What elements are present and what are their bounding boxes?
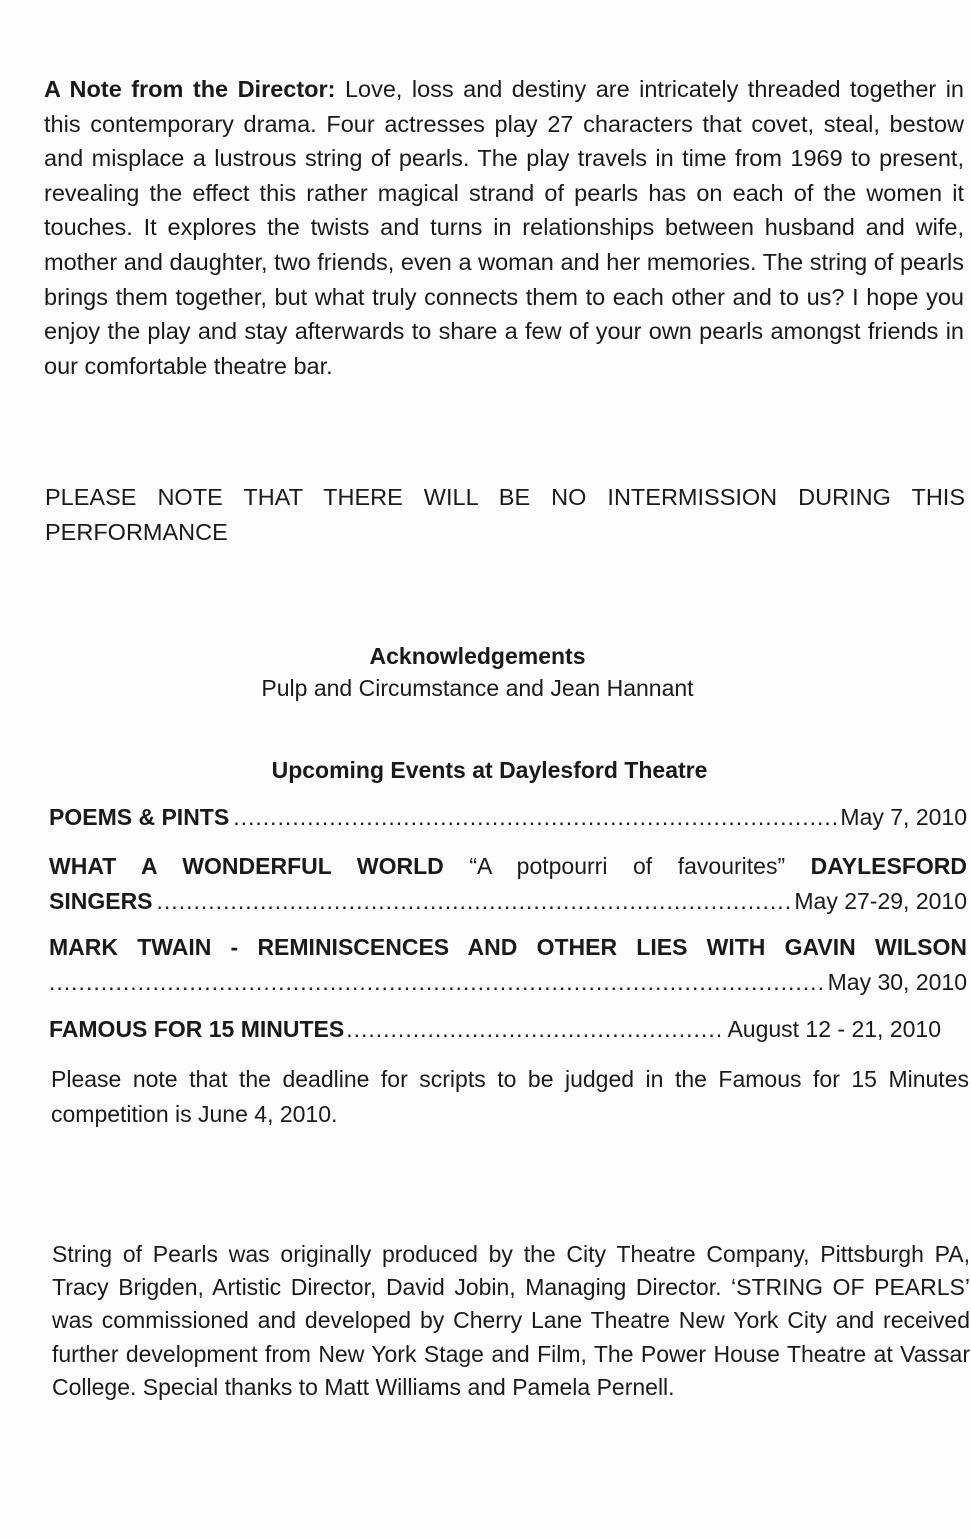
event-subtitle: “A potpourri of favourites” xyxy=(469,853,786,879)
event-date: May 7, 2010 xyxy=(840,804,967,830)
production-credits: String of Pearls was originally produced by the City Theatre Company, Pittsburgh PA, Tracy Brigden, Artistic Director, David Jobin, Managing Director. ‘STRING OF PEARLS’ was commissioned and developed by Cherry Lane Theatre New York City and received further development from New York Stage and Film, The Power House Theatre at Vassar College. Special thanks to Matt Williams and Pamela Pernell. xyxy=(52,1241,970,1400)
event-performer: DAYLESFORD xyxy=(810,853,968,879)
acknowledgements-names: Pulp and Circumstance and Jean Hannant xyxy=(261,675,694,701)
event-poems-and-pints xyxy=(49,800,967,835)
event-date: May 30, 2010 xyxy=(827,969,967,995)
director-note-text: Love, loss and destiny are intricately threaded together in this contemporary drama. Four actresses play 27 characters that covet, steal, bestow and misplace a lustrous string of pearls. The play travels in time from 1969 to present, revealing the effect this rather magical strand of pearls has on each of the women it touches. It explores the twists and turns in relationships between husband and wife, mother and daughter, two friends, even a woman and her memories. The string of pearls brings them together, but what truly connects them to each other and to us? I hope you enjoy the play and stay afterwards to share a few of your own pearls amongst friends in our comfortable theatre bar. xyxy=(44,76,964,379)
event-date: May 27-29, 2010 xyxy=(794,888,967,914)
acknowledgements-title: Acknowledgements xyxy=(369,643,586,669)
event-name: WHAT A WONDERFUL WORLD xyxy=(49,853,444,879)
script-deadline-note: Please note that the deadline for scripts to be judged in the Famous for 15 Minutes competition is June 4, 2010. xyxy=(51,1066,969,1127)
event-name: MARK TWAIN - REMINISCENCES AND OTHER LIES WITH GAVIN WILSON xyxy=(49,934,967,960)
upcoming-events-title: Upcoming Events at Daylesford Theatre xyxy=(271,757,708,783)
director-note xyxy=(44,72,964,383)
dot-leader xyxy=(346,1012,725,1047)
event-performer-continued: SINGERS xyxy=(49,888,153,914)
dot-leader xyxy=(233,800,836,835)
director-note-heading: A Note from the Director: xyxy=(44,76,336,102)
event-mark-twain xyxy=(49,930,967,1000)
event-name: POEMS & PINTS xyxy=(49,804,230,830)
event-famous-for-15-minutes xyxy=(49,1012,967,1047)
event-name: FAMOUS FOR 15 MINUTES xyxy=(49,1016,345,1042)
intermission-notice: PLEASE NOTE THAT THERE WILL BE NO INTERMISSION DURING THIS PERFORMANCE xyxy=(45,484,965,545)
dot-leader xyxy=(157,884,791,919)
dot-leader xyxy=(49,965,824,1000)
event-what-a-wonderful-world xyxy=(49,849,967,919)
event-date: August 12 - 21, 2010 xyxy=(727,1016,941,1042)
